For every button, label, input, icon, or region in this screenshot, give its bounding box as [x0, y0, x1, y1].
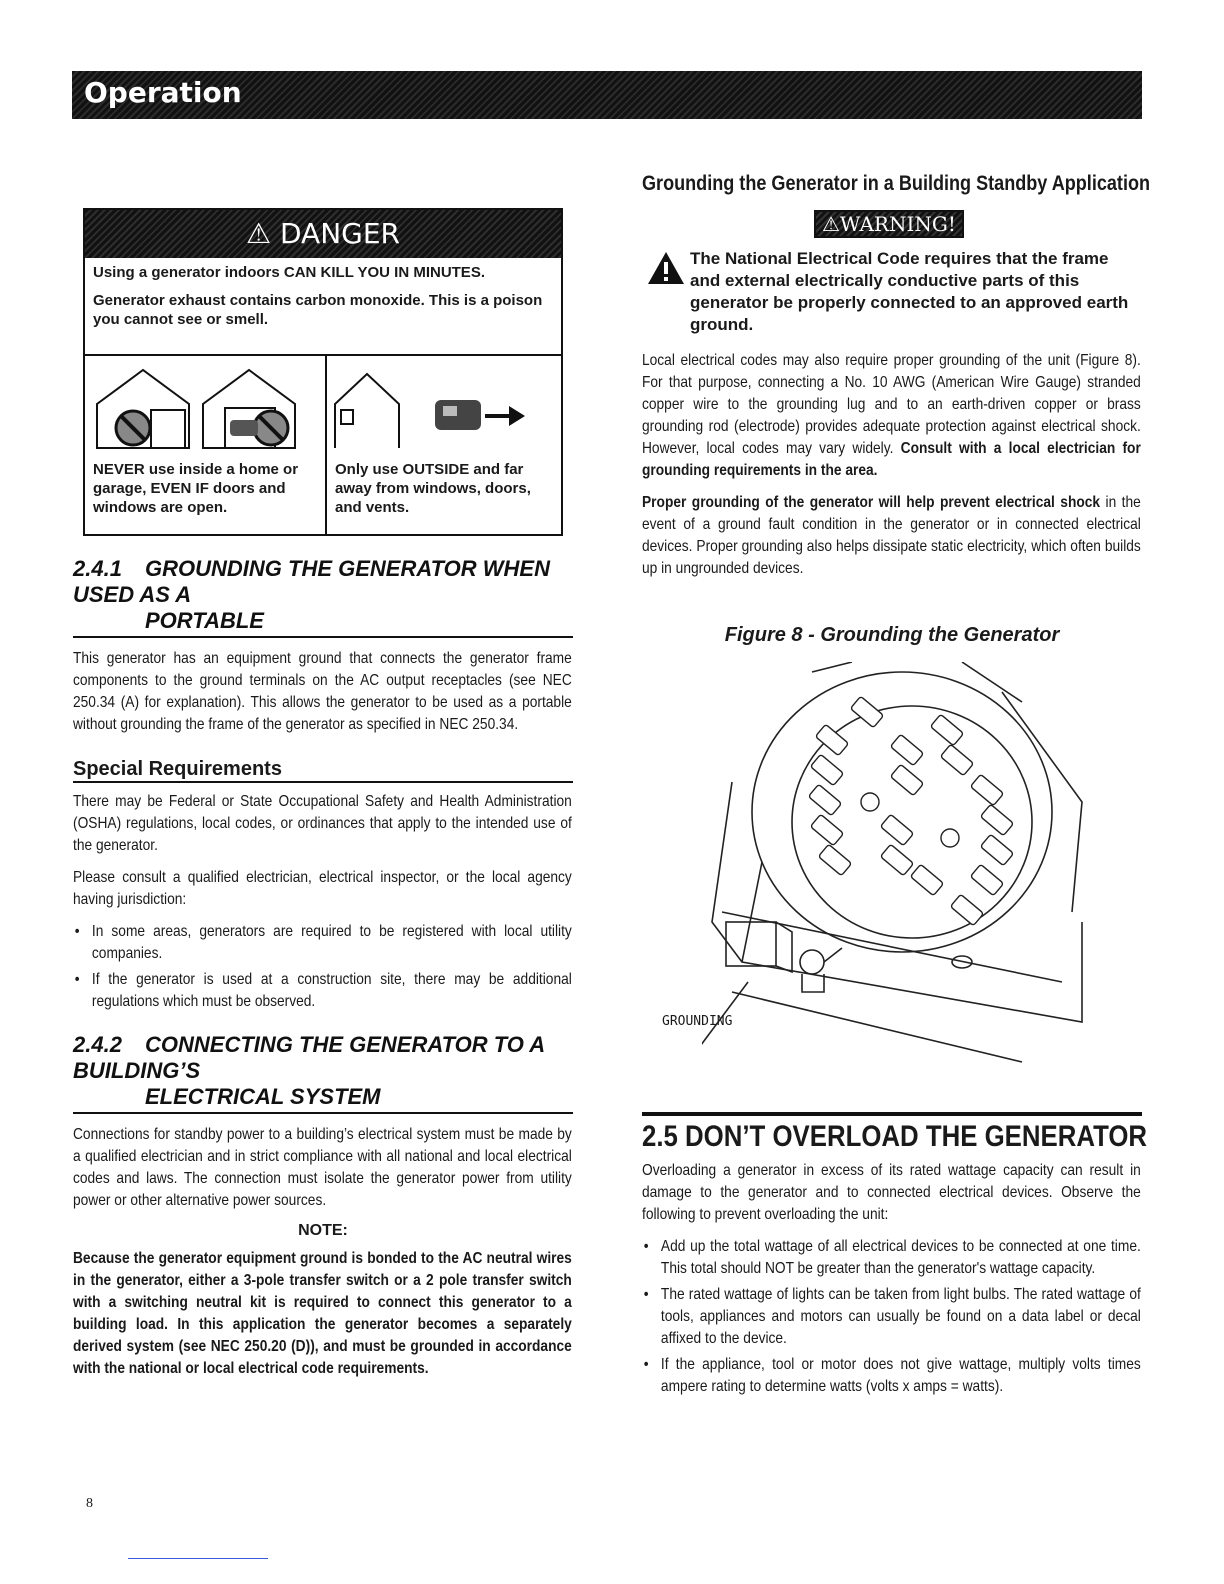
- grounding-p2: Proper grounding of the generator will help prevent electrical shock in the event of a ground fault condition in the generator or in connected electrical devices. Proper grounding also helps dissipate static electricity, which often builds up in ungrounded devices.: [642, 494, 1141, 577]
- outside-use-icon: [327, 356, 561, 456]
- section-number: 2.4.1: [73, 556, 122, 581]
- grounding-p1: Local electrical codes may also require proper grounding of the unit (Figure 8). For that purpose, connecting a No. 10 AWG (American Wire Gauge) stranded copper wire to the grounding lug and to an earth-driven copper or brass grounding rod (electrode) provides adequate protection against electrical shock. However, local codes may vary widely. Consult with a local electrician for grounding requirements in the area.: [642, 352, 1141, 479]
- special-p1: There may be Federal or State Occupational Safety and Health Administration (OSHA) regulations, local codes, or ordinances that apply to the intended use of the generator.: [73, 793, 572, 854]
- warning-block: [642, 248, 1142, 336]
- list-item: • If the appliance, tool or motor does not give wattage, multiply volts times ampere rating to determine watts (volts x amps = watts).: [642, 1354, 1141, 1398]
- grounding-label: GROUNDING: [662, 1014, 733, 1029]
- section-title-line2: ELECTRICAL SYSTEM: [145, 1084, 381, 1109]
- figure-caption: Figure 8 - Grounding the Generator: [724, 624, 1060, 646]
- section-2-4-1-body: This generator has an equipment ground that connects the generator frame components to the ground terminals on the AC output receptacles (see NEC 250.34 (A) for explanation). This allows the generator to be used as a portable without grounding the frame of the generator as specified in NEC 250.34.: [73, 650, 572, 733]
- generator-grounding-illustration: [702, 662, 1092, 1082]
- section-number: 2.4.2: [73, 1032, 122, 1057]
- list-item: • Add up the total wattage of all electrical devices to be connected at one time. This total should NOT be greater than the generator's wattage capacity.: [642, 1236, 1141, 1280]
- list-item: • The rated wattage of lights can be taken from light bulbs. The rated wattage of tools, appliances and motors can usually be found on a data label or decal affixed to the device.: [642, 1284, 1141, 1350]
- section-2-5-heading: 2.5 DON’T OVERLOAD THE GENERATOR: [642, 1112, 1142, 1154]
- danger-right-caption: Only use OUTSIDE and far away from windows, doors, and vents.: [335, 461, 531, 516]
- header-bar: [72, 71, 1142, 119]
- section-title-line1: CONNECTING THE GENERATOR TO A BUILDING’S: [73, 1032, 545, 1083]
- right-column: [642, 172, 1151, 1395]
- no-indoor-use-icon: [85, 356, 325, 456]
- special-bullets: [73, 921, 572, 1013]
- page-number: 8: [86, 1496, 93, 1511]
- danger-never-indoors: [85, 356, 327, 536]
- footer-rule: [128, 1558, 268, 1559]
- section-title-line1: GROUNDING THE GENERATOR WHEN USED AS A: [73, 556, 550, 607]
- danger-pictogram-row: [85, 354, 561, 536]
- figure-8-illustration: [662, 662, 1092, 1087]
- warning-triangle-icon: [646, 250, 686, 286]
- danger-outside-only: [327, 356, 561, 536]
- danger-title: ⚠ DANGER: [85, 210, 561, 258]
- section-2-4-2-heading: [73, 1032, 573, 1114]
- grounding-standby-heading: Grounding the Generator in a Building Standby Application: [642, 172, 1151, 195]
- section-2-5-bullets: [642, 1236, 1141, 1398]
- special-requirements: [73, 758, 573, 1013]
- section-2-4-1-heading: [73, 556, 573, 638]
- page-section-title: Operation: [84, 76, 242, 109]
- grounding-paragraphs: [642, 350, 1142, 580]
- danger-left-caption: NEVER use inside a home or garage, EVEN IF doors and windows are open.: [93, 461, 299, 516]
- special-p2: Please consult a qualified electrician, electrical inspector, or the local agency having jurisdiction:: [73, 869, 572, 908]
- danger-line2: Generator exhaust contains carbon monoxide. This is a poison you cannot see or smell.: [93, 292, 543, 328]
- note-text: Because the generator equipment ground is bonded to the AC neutral wires in the generator, either a 3-pole transfer switch or a 2 pole transfer switch with a switching neutral kit is required to connect this generator to a building load. In this application the generator becomes a separately derived system (see NEC 250.20 (D)), and must be grounded in accordance with the national or local electrical code requirements.: [73, 1250, 572, 1377]
- section-2-4-1: [73, 556, 573, 736]
- note-label: NOTE:: [298, 1222, 348, 1239]
- danger-box: [83, 208, 563, 536]
- list-item: • If the generator is used at a construction site, there may be additional regulations which must be observed.: [73, 969, 572, 1013]
- warning-text: The National Electrical Code requires that the frame and external electrically conductive parts of this generator be properly connected to an approved earth ground.: [690, 249, 1129, 334]
- list-item: • In some areas, generators are required to be registered with local utility companies.: [73, 921, 572, 965]
- section-2-5: [642, 1112, 1148, 1398]
- special-requirements-heading: Special Requirements: [73, 758, 573, 783]
- section-2-5-body: Overloading a generator in excess of its rated wattage capacity can result in damage to the generator and to connected electrical devices. Observe the following to prevent overloading the unit:: [642, 1162, 1141, 1223]
- section-title-line2: PORTABLE: [145, 608, 264, 633]
- danger-line1: Using a generator indoors CAN KILL YOU IN MINUTES.: [93, 264, 485, 281]
- warning-label: ⚠WARNING!: [814, 210, 964, 238]
- section-2-4-2: [73, 1032, 573, 1380]
- section-2-4-2-body: Connections for standby power to a building’s electrical system must be made by a qualified electrician and in strict compliance with all national and local electrical codes and laws. The connection must isolate the generator power from utility power or other alternative power sources.: [73, 1126, 572, 1209]
